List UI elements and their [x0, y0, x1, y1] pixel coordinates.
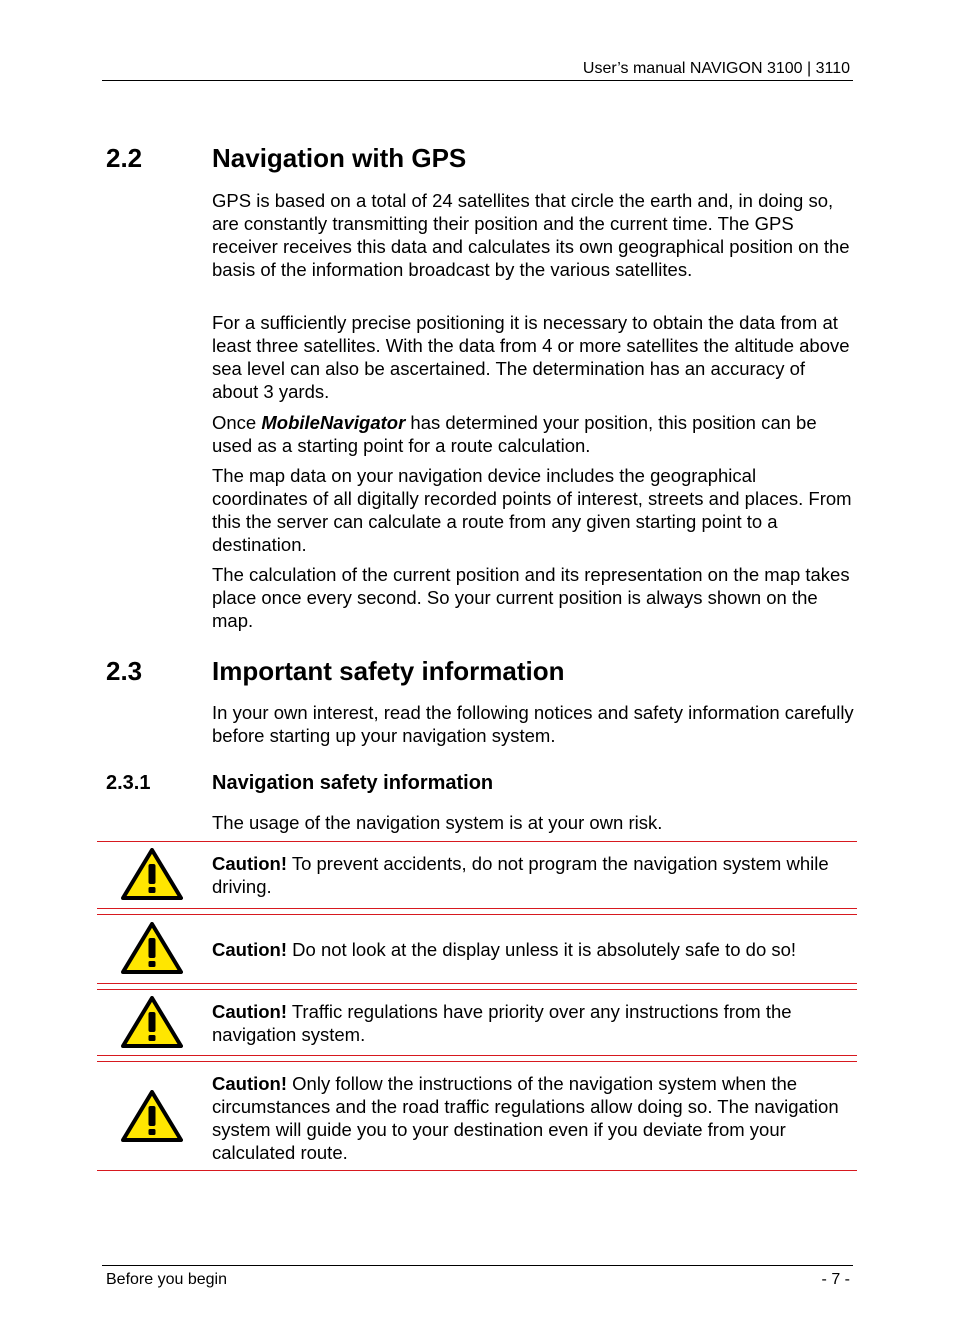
caution-divider [97, 1055, 857, 1056]
caution-divider [97, 841, 857, 842]
warning-triangle-icon [121, 848, 183, 900]
paragraph: The map data on your navigation device includes the geographical coordinates of all digitally recorded points of interest, streets and places. From this the server can calculate a route from any given starting point to a destination. [212, 465, 852, 555]
caution-divider [97, 983, 857, 984]
section-number: 2.2 [106, 143, 143, 173]
footer-divider [102, 1265, 853, 1266]
caution-divider [97, 908, 857, 909]
paragraph-text: has determined your position, this position can be used as a starting point for a route calculation. [212, 412, 817, 456]
warning-triangle-icon [121, 1090, 183, 1142]
running-header: User’s manual NAVIGON 3100 | 3110 [582, 60, 850, 77]
caution-label: Caution! [212, 939, 288, 960]
caution-text: Traffic regulations have priority over any instructions from the navigation system. [212, 1001, 792, 1045]
header-divider [102, 80, 853, 81]
paragraph: In your own interest, read the following notices and safety information carefully before starting up your navigation system. [212, 702, 854, 746]
caution-text: To prevent accidents, do not program the navigation system while driving. [212, 853, 829, 897]
warning-triangle-icon [121, 922, 183, 974]
product-name: MobileNavigator [261, 412, 406, 433]
paragraph-text: Once [212, 412, 262, 433]
page-number: - 7 - [821, 1271, 850, 1288]
warning-triangle-icon [121, 996, 183, 1048]
paragraph: For a sufficiently precise positioning it is necessary to obtain the data from at least three satellites. With the data from 4 or more satellites the altitude above sea level can also be ascertained. The determination has an accuracy of about 3 yards. [212, 312, 850, 402]
caution-text: Only follow the instructions of the navigation system when the circumstances and the road traffic regulations allow doing so. The navigation system will guide you to your destination even if you deviate from your calculated route. [212, 1073, 839, 1163]
section-title: Navigation safety information [212, 772, 494, 794]
caution-note [212, 852, 852, 898]
section-title: Navigation with GPS [212, 143, 467, 173]
caution-label: Caution! [212, 1073, 288, 1094]
caution-divider [97, 1170, 857, 1171]
caution-label: Caution! [212, 1001, 288, 1022]
caution-divider [97, 989, 857, 990]
paragraph [212, 411, 854, 457]
caution-note [212, 938, 852, 961]
section-number: 2.3.1 [106, 772, 151, 794]
paragraph: GPS is based on a total of 24 satellites that circle the earth and, in doing so, are constantly transmitting their position and the current time. The GPS receiver receives this data and calculates its own geographical position on the basis of the information broadcast by the various satellites. [212, 190, 850, 280]
caution-divider [97, 1061, 857, 1062]
caution-divider [97, 914, 857, 915]
paragraph: The usage of the navigation system is at your own risk. [212, 812, 663, 833]
paragraph: The calculation of the current position and its representation on the map takes place once every second. So your current position is always shown on the map. [212, 564, 850, 631]
caution-note [212, 1000, 852, 1046]
caution-label: Caution! [212, 853, 288, 874]
caution-note [212, 1072, 852, 1164]
section-title: Important safety information [212, 656, 565, 686]
footer-chapter: Before you begin [106, 1271, 227, 1288]
caution-text: Do not look at the display unless it is absolutely safe to do so! [287, 939, 797, 960]
section-number: 2.3 [106, 656, 143, 686]
